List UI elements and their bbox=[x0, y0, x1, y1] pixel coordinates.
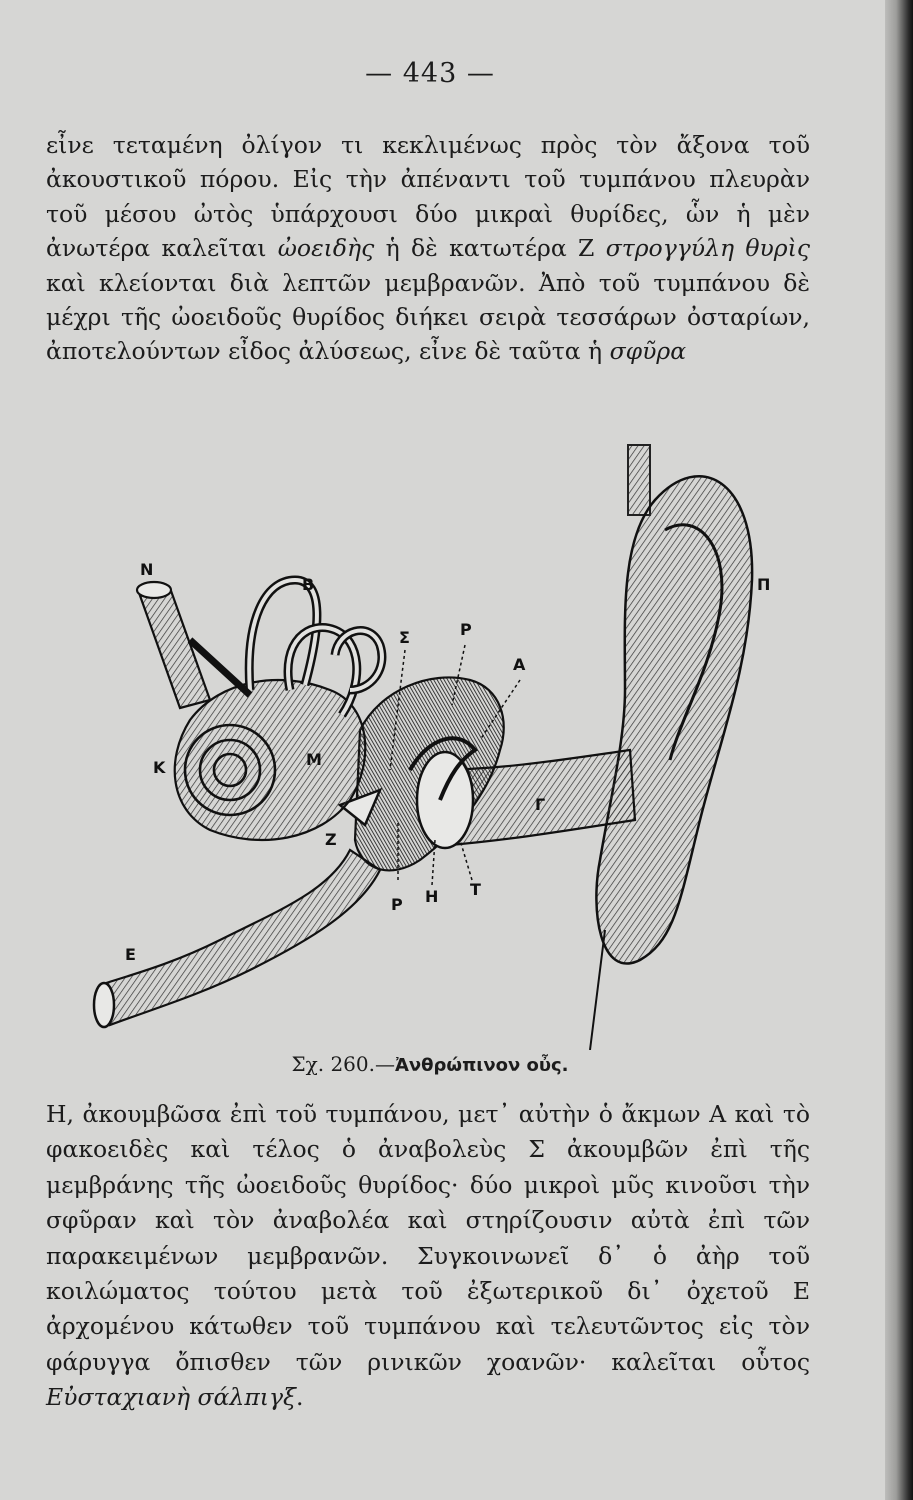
label-anvil: Α bbox=[513, 655, 526, 674]
label-p-lower: Ρ bbox=[391, 895, 403, 914]
caption-title: Ἀνθρώπινον οὖς. bbox=[394, 1055, 569, 1076]
term-oval-window: ὠοειδὴς bbox=[277, 234, 375, 263]
eustachian-tube bbox=[100, 850, 380, 1025]
text-run: . bbox=[295, 1383, 304, 1412]
label-canals: B bbox=[302, 575, 315, 594]
label-z: Ζ bbox=[325, 830, 337, 849]
label-round-window: Ρ bbox=[460, 620, 472, 639]
text-run: Η, ἀκουμβῶσα ἐπὶ τοῦ τυμπάνου, μετ᾽ αὐτὴν ὁ ἄκμων Α καὶ τὸ φακοειδὲς καὶ τέλος ὁ ἀναβολεὺς Σ ἀκουμβῶν ἐπὶ τῆς μεμβράνης τῆς ὠοειδοῦς θυρίδος· δύο μικροὶ μῦς κινοῦσι τὴν σφῦραν καὶ τὸν ἀναβολέα καὶ στηρίζουσιν αὐτὰ ἐπὶ τῶν παρακειμένων μεμβρανῶν. Συγκοινωνεῖ δ᾽ ὁ ἀὴρ τοῦ κοιλώματος τούτου μετὰ τοῦ ἐξωτερικοῦ δι᾽ ὀχετοῦ Ε ἀρχομένου κάτωθεν τοῦ τυμπάνου καὶ τελευτῶντος εἰς τὸν φάρυγγα ὄπισθεν τῶν ρινικῶν χοανῶν· καλεῖται οὗτος bbox=[46, 1100, 810, 1376]
label-cochlea: Κ bbox=[153, 758, 166, 777]
ear-drawing bbox=[80, 440, 780, 1050]
vestibule bbox=[175, 680, 366, 840]
support-rod bbox=[628, 445, 650, 515]
paragraph-bottom bbox=[46, 1097, 810, 1416]
ear-illustration bbox=[80, 440, 780, 1050]
label-tympanum: Τ bbox=[470, 880, 481, 899]
page-number: — 443 — bbox=[365, 58, 495, 89]
figure-caption bbox=[0, 1052, 860, 1076]
page-edge bbox=[885, 0, 913, 1500]
paragraph-top bbox=[46, 128, 810, 369]
leader-line-t bbox=[460, 840, 472, 880]
pinna bbox=[596, 476, 752, 963]
nerve-end bbox=[137, 582, 171, 598]
label-stapes: Σ bbox=[399, 628, 410, 647]
tube-opening bbox=[94, 983, 114, 1027]
label-hammer: Η bbox=[425, 887, 439, 906]
term-eustachian-tube: Εὐσταχιανὴ σάλπιγξ bbox=[46, 1383, 296, 1412]
text-run: ἡ δὲ κατωτέρα Ζ bbox=[374, 234, 606, 263]
label-nerve: N bbox=[140, 560, 154, 579]
eardrum bbox=[417, 752, 473, 848]
term-hammer: σφῦρα bbox=[609, 337, 687, 366]
ear-line bbox=[590, 930, 605, 1050]
caption-number: Σχ. 260.— bbox=[291, 1052, 395, 1076]
text-run: καὶ κλείονται διὰ λεπτῶν μεμβρανῶν. Ἀπὸ τοῦ τυμπάνου δὲ μέχρι τῆς ὠοειδοῦς θυρίδος διήκει σειρὰ τεσσάρων ὀσταρίων, ἀποτελούντων εἶδος ἀλύσεως, εἶνε δὲ ταῦτα ἡ bbox=[46, 268, 810, 366]
label-eustachian: Ε bbox=[125, 945, 136, 964]
text-run: εἶνε τεταμένη ὀλίγον τι κεκλιμένως πρὸς τὸν ἄξονα τοῦ ἀκουστικοῦ πόρου. Εἰς τὴν ἀπέναντι τοῦ τυμπάνου πλευρὰν τοῦ μέσου ὠτὸς ὑπάρχουσι δύο μικραὶ θυρίδες, ὧν ἡ μὲν ἀνωτέρα καλεῖται bbox=[46, 131, 810, 263]
label-canal: Γ bbox=[535, 795, 546, 814]
label-pinna: Π bbox=[757, 575, 771, 594]
label-vestibule: Μ bbox=[306, 750, 322, 769]
term-round-window: στρογγύλη θυρὶς bbox=[605, 234, 810, 263]
